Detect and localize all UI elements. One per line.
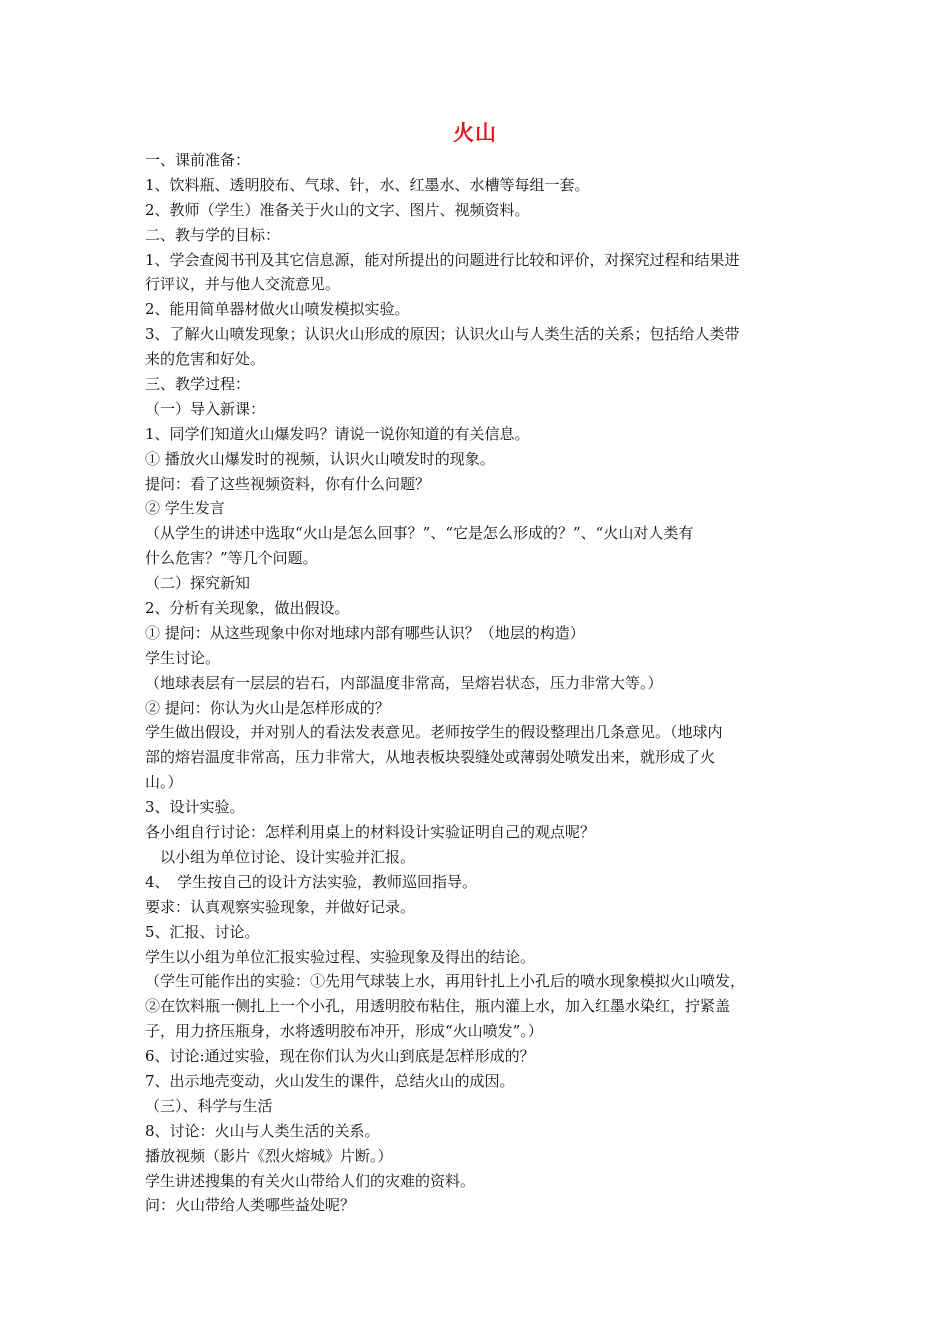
text-line: 8、讨论：火山与人类生活的关系。	[145, 1121, 380, 1140]
text-line: 子，用力挤压瓶身，水将透明胶布冲开，形成“火山喷发”。）	[145, 1022, 543, 1041]
text-line: 学生做出假设，并对别人的看法发表意见。老师按学生的假设整理出几条意见。（地球内	[145, 723, 723, 742]
text-line: （地球表层有一层层的岩石，内部温度非常高，呈熔岩状态，压力非常大等。）	[145, 673, 663, 692]
text-line: （学生可能作出的实验：①先用气球装上水，再用针扎上小孔后的喷水现象模拟火山喷发，	[145, 972, 746, 991]
text-line: （从学生的讲述中选取“火山是怎么回事？”、“它是怎么形成的？”、“火山对人类有	[145, 524, 694, 543]
text-line: 三、教学过程：	[145, 375, 251, 394]
text-line: 部的熔岩温度非常高，压力非常大，从地表板块裂缝处或薄弱处喷发出来，就形成了火	[145, 748, 716, 767]
text-line: 各小组自行讨论：怎样利用桌上的材料设计实验证明自己的观点呢？	[145, 823, 596, 842]
text-line: 1、同学们知道火山爆发吗？请说一说你知道的有关信息。	[145, 424, 530, 443]
text-line: 2、能用简单器材做火山喷发模拟实验。	[145, 300, 410, 319]
text-line: （三）、科学与生活	[145, 1096, 273, 1115]
text-line: 提问：看了这些视频资料，你有什么问题？	[145, 474, 431, 493]
text-line: 7、出示地壳变动，火山发生的课件，总结火山的成因。	[145, 1071, 515, 1090]
text-line: （一）导入新课：	[145, 399, 266, 418]
text-line: 学生讨论。	[145, 648, 221, 667]
text-line: 5、汇报、讨论。	[145, 922, 260, 941]
text-line: 1、学会查阅书刊及其它信息源，能对所提出的问题进行比较和评价，对探究过程和结果进	[145, 250, 740, 269]
text-line: 1、饮料瓶、透明胶布、气球、针，水、红墨水、水槽等每组一套。	[145, 175, 590, 194]
text-line: 问：火山带给人类哪些益处呢？	[145, 1196, 356, 1215]
text-line: 一、课前准备：	[145, 151, 251, 169]
text-line: 3、了解火山喷发现象；认识火山形成的原因；认识火山与人类生活的关系；包括给人类带	[145, 325, 740, 344]
text-line: ② 学生发言	[145, 499, 225, 518]
text-line: 要求：认真观察实验现象，并做好记录。	[145, 897, 416, 916]
text-line: 播放视频（影片《烈火熔城》片断。）	[145, 1146, 393, 1165]
text-line: ① 提问：从这些现象中你对地球内部有哪些认识？（地层的构造）	[145, 623, 585, 642]
text-line: 山。）	[145, 773, 183, 792]
text-line: 6、讨论:通过实验，现在你们认为火山到底是怎样形成的？	[145, 1047, 535, 1066]
text-line: 学生以小组为单位汇报实验过程、实验现象及得出的结论。	[145, 947, 536, 966]
text-line: ②在饮料瓶一侧扎上一个小孔，用透明胶布粘住，瓶内灌上水，加入红墨水染红，拧紧盖	[145, 997, 731, 1016]
text-line: 4、 学生按自己的设计方法实验，教师巡回指导。	[145, 872, 478, 891]
document-body	[145, 148, 810, 1218]
text-line: ② 提问：你认为火山是怎样形成的？	[145, 698, 390, 717]
text-line: 学生讲述搜集的有关火山带给人们的灾难的资料。	[145, 1171, 476, 1190]
document-title: 火山	[453, 121, 497, 145]
text-line: 2、分析有关现象，做出假设。	[145, 599, 350, 618]
text-line: 二、教与学的目标：	[145, 225, 281, 244]
text-line: 3、设计实验。	[145, 798, 245, 817]
text-line: （二）探究新知	[145, 574, 251, 593]
text-line: 2、教师（学生）准备关于火山的文字、图片、视频资料。	[145, 200, 530, 219]
text-line: 来的危害和好处。	[145, 350, 266, 369]
text-line: 行评议，并与他人交流意见。	[145, 275, 341, 294]
text-line: 什么危害？”等几个问题。	[145, 549, 318, 568]
text-line: 以小组为单位讨论、设计实验并汇报。	[145, 847, 416, 866]
text-line: ① 播放火山爆发时的视频，认识火山喷发时的现象。	[145, 449, 495, 468]
